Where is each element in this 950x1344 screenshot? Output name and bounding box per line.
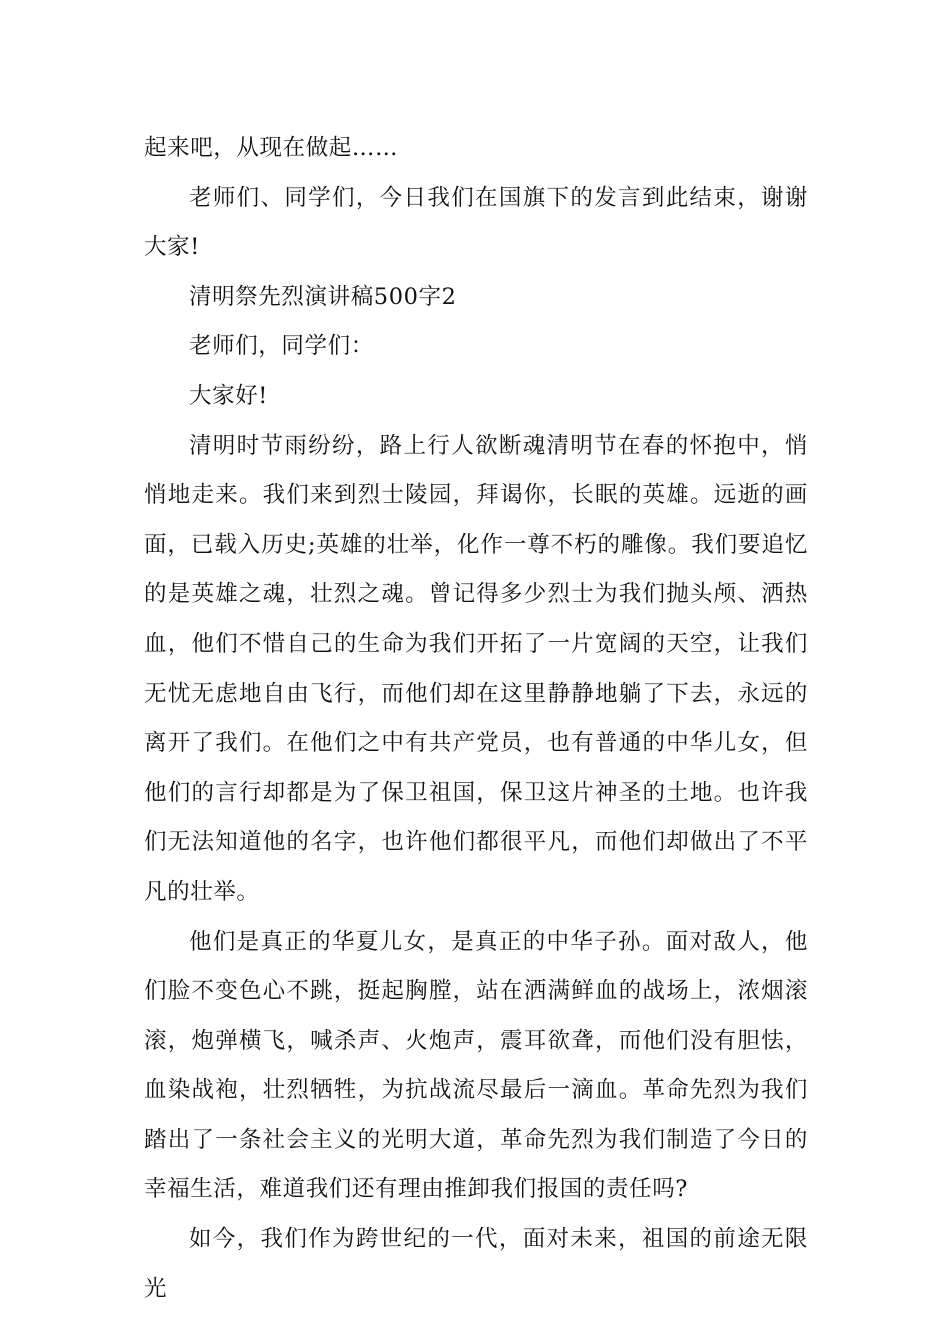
paragraph-8: 如今，我们作为跨世纪的一代，面对未来，祖国的前途无限光: [144, 1226, 808, 1302]
paragraph-2: 老师们、同学们，今日我们在国旗下的发言到此结束，谢谢大家!: [144, 184, 808, 261]
greeting: 大家好!: [189, 382, 268, 409]
section-heading: 清明祭先烈演讲稿500字2: [189, 283, 457, 310]
paragraph-6: 清明时节雨纷纷，路上行人欲断魂清明节在春的怀抱中，悄悄地走来。我们来到烈士陵园，拜谒你，长眠的英雄。远逝的画面，已载入历史;英雄的壮举，化作一尊不朽的雕像。我们要追忆的是英雄之魂，壮烈之魂。曾记得多少烈士为我们抛头颅、洒热血，他们不惜自己的生命为我们开拓了一片宽阔的天空，让我们无忧无虑地自由飞行，而他们却在这里静静地躺了下去，永远的离开了我们。在他们之中有共产党员，也有普通的中华儿女，但他们的言行却都是为了保卫祖国，保卫这片神圣的土地。也许我们无法知道他的名字，也许他们都很平凡，而他们却做出了不平凡的壮举。: [144, 432, 808, 905]
salutation: 老师们，同学们：: [189, 333, 374, 360]
document-body: [144, 124, 808, 1314]
paragraph-1: 起来吧，从现在做起……: [144, 135, 399, 161]
paragraph-7: 他们是真正的华夏儿女，是真正的中华子孙。面对敌人，他们脸不变色心不跳，挺起胸膛，站在洒满鲜血的战场上，浓烟滚滚，炮弹横飞，喊杀声、火炮声，震耳欲聋，而他们没有胆怯，血染战袍，壮烈牺牲，为抗战流尽最后一滴血。革命先烈为我们踏出了一条社会主义的光明大道，革命先烈为我们制造了今日的幸福生活，难道我们还有理由推卸我们报国的责任吗?: [144, 928, 808, 1203]
